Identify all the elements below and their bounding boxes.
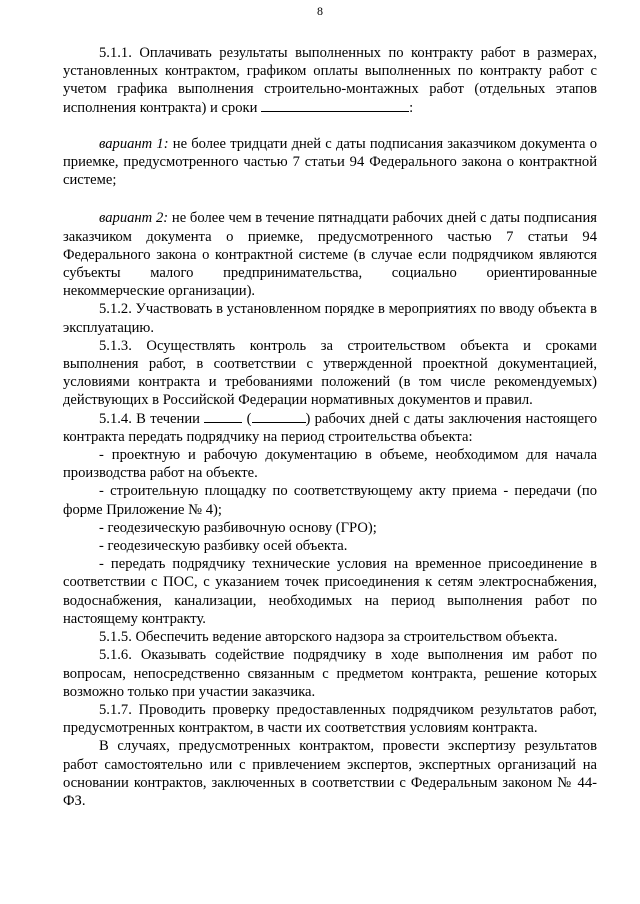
blank-line bbox=[261, 99, 409, 112]
clause-5-1-6: 5.1.6. Оказывать содействие подрядчику в ходе выполнения им работ по вопросам, непосредственно связанным с предметом контракта, решение которых возможно только при участии заказчика. bbox=[63, 647, 597, 700]
page-number: 8 bbox=[317, 4, 323, 18]
clause-5-1-1-end: : bbox=[409, 99, 414, 116]
variant-2 bbox=[63, 209, 597, 300]
list-item-gro: - геодезическую разбивочную основу (ГРО); bbox=[99, 519, 377, 536]
list-item-tech-conditions: - передать подрядчику технические условия на временное присоединение в соответствии с ПОС, с указанием точек присоединения к сетям электроснабжения, водоснабжения, канализации, необходимых на период выполнения работ по настоящему контракту. bbox=[63, 556, 597, 627]
variant-1 bbox=[63, 135, 597, 190]
list-item-axes: - геодезическую разбивку осей объекта. bbox=[99, 538, 348, 555]
clause-5-1-7: 5.1.7. Проводить проверку предоставленных подрядчиком результатов работ, предусмотренных контрактом, в части их соответствия условиям контракта. bbox=[63, 701, 597, 737]
clause-5-1-4-paren: ( bbox=[246, 410, 252, 427]
variant-1-text: не более тридцати дней с даты подписания заказчиком документа о приемке, предусмотренного частью 7 статьи 94 Федерального закона о контрактной системе; bbox=[63, 135, 597, 189]
variant-2-text: не более чем в течение пятнадцати рабочих дней с даты подписания заказчиком документа о приемке, предусмотренного частью 7 статьи 94 Федерального закона о контрактной системе (в случае если подрядчиком являются субъекты малого предпринимательства, социально ориентированные некоммерческие организации). bbox=[63, 210, 597, 300]
clause-expertise: В случаях, предусмотренных контрактом, провести экспертизу результатов работ самостоятельно или с привлечением экспертов, экспертных организаций на основании контрактов, заключенных в соответствии с Федеральным законом № 44-ФЗ. bbox=[63, 738, 597, 809]
list-item-design-docs: - проектную и рабочую документацию в объеме, необходимом для начала производства работ на объекте. bbox=[63, 447, 597, 482]
blank-days bbox=[204, 410, 242, 423]
clause-5-1-5: 5.1.5. Обеспечить ведение авторского надзора за строительством объекта. bbox=[99, 629, 558, 646]
variant-1-label: вариант 1: bbox=[99, 135, 169, 152]
document-body bbox=[63, 44, 597, 810]
clause-5-1-2: 5.1.2. Участвовать в установленном порядке в мероприятиях по вводу объекта в эксплуатацию. bbox=[63, 301, 597, 336]
clause-5-1-4-start: 5.1.4. В течении bbox=[99, 410, 200, 427]
clause-5-1-4-rest: ) рабочих дней с даты заключения настоящего контракта передать подрядчику на период строительства объекта: bbox=[63, 410, 597, 445]
blank-days-words bbox=[252, 410, 306, 423]
clause-5-1-3: 5.1.3. Осуществлять контроль за строительством объекта и сроками выполнения работ, в соответствии с утвержденной проектной документацией, условиями контракта и требованиями положений (в том числе рекомендуемых) действующих в Российской Федерации нормативных документов и правил. bbox=[63, 337, 597, 409]
clause-5-1-4 bbox=[63, 410, 597, 446]
list-item-site: - строительную площадку по соответствующему акту приема - передачи (по форме Приложение № 4); bbox=[63, 483, 597, 518]
clause-5-1-1-text: 5.1.1. Оплачивать результаты выполненных по контракту работ в размерах, установленных контрактом, графиком оплаты выполненных по контракту работ с учетом графика выполнения строительно-монтажных работ (отдельных этапов исполнения контракта) и сроки bbox=[63, 45, 597, 116]
variant-2-label: вариант 2: bbox=[99, 210, 169, 227]
clause-5-1-1 bbox=[63, 44, 597, 117]
